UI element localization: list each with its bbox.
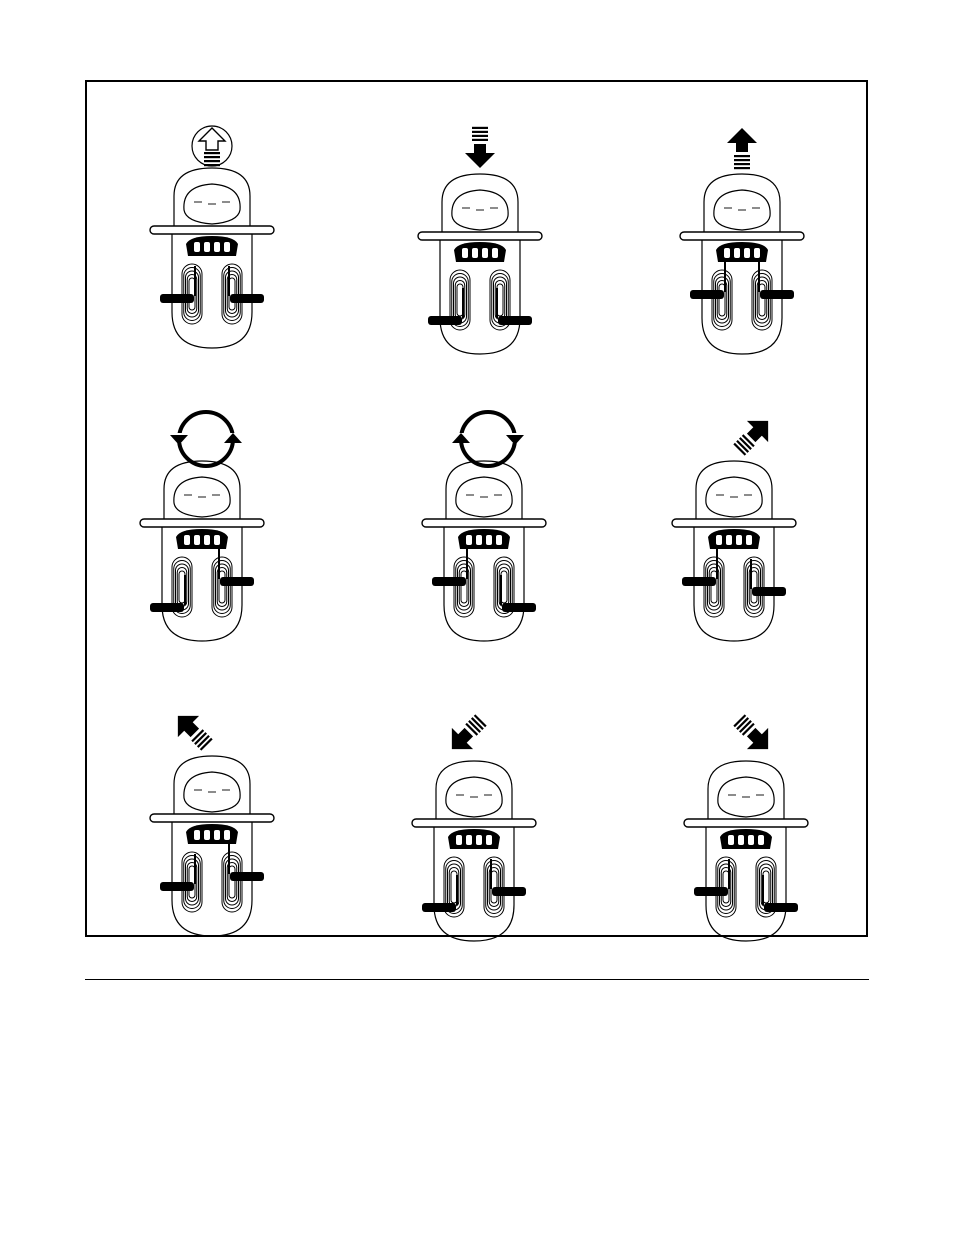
joystick-illustration [418,174,542,354]
joystick-illustration [680,174,804,354]
left-paddle [160,882,194,891]
arrow-up-icon [727,128,757,169]
arrow-down-right-icon [728,709,778,759]
joystick-illustration [684,761,808,941]
right-paddle [230,294,264,303]
right-paddle [220,577,254,586]
left-paddle [422,903,456,912]
left-paddle [160,294,194,303]
right-paddle [760,290,794,299]
joystick-illustration [150,168,274,348]
right-paddle [492,887,526,896]
panel-cycle-mode [150,112,290,352]
arrow-down-left-icon [441,709,491,759]
right-paddle [752,587,786,596]
panel-diag-up-right [672,405,812,645]
panel-diag-down-left [412,705,552,945]
panel-diag-up-left [150,700,290,940]
joystick-illustration [422,461,546,641]
left-paddle [432,577,466,586]
right-paddle [498,316,532,325]
panel-rotate-ccw [422,405,562,645]
arrow-up-left-icon [167,705,217,755]
joystick-illustration [672,461,796,641]
left-paddle [690,290,724,299]
panel-rotate-cw [140,405,280,645]
cycle-mode-icon [192,126,232,166]
joystick-illustration [150,756,274,936]
rotate-counterclockwise-icon [452,412,524,466]
joystick-illustration [412,761,536,941]
arrow-down-icon [465,127,495,168]
right-paddle [502,603,536,612]
right-paddle [230,872,264,881]
panel-down [418,118,558,358]
joystick-illustration [140,461,264,641]
panel-diag-down-right [684,705,824,945]
rotate-clockwise-icon [170,412,242,466]
left-paddle [150,603,184,612]
right-paddle [764,903,798,912]
panel-up [680,118,820,358]
left-paddle [694,887,728,896]
left-paddle [428,316,462,325]
arrow-up-right-icon [728,410,778,460]
horizontal-rule [85,979,869,980]
left-paddle [682,577,716,586]
